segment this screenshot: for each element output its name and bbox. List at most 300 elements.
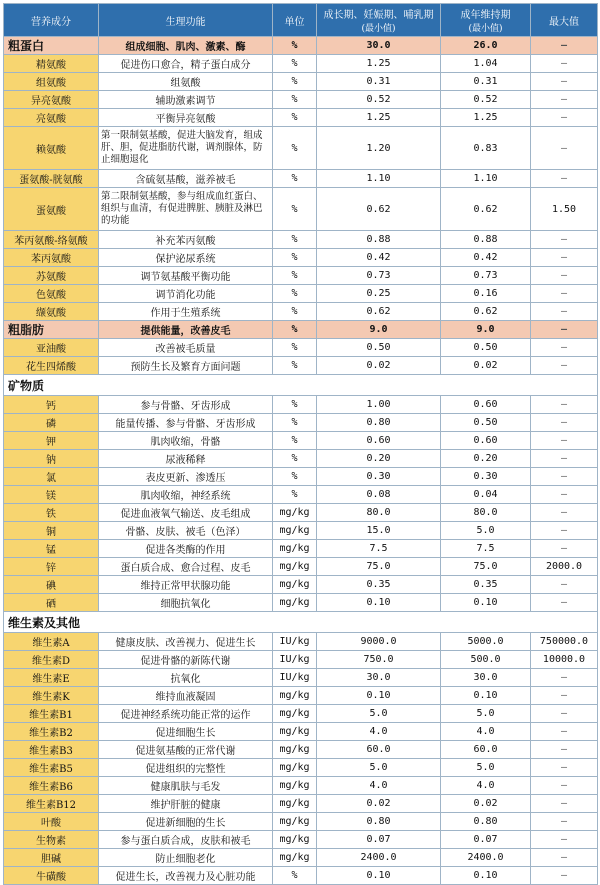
adult-value-cell: 5.0 [441,759,531,777]
table-row [4,759,598,777]
unit-cell: % [273,339,317,357]
function-cell: 健康肌肤与毛发 [99,777,273,795]
table-row [4,109,598,127]
unit-cell: mg/kg [273,777,317,795]
nutrient-name-cell: 花生四烯酸 [4,357,99,375]
nutrient-name-cell: 维生素B12 [4,795,99,813]
adult-value-cell: 80.0 [441,504,531,522]
function-cell: 促进生长，改善视力及心脏功能 [99,867,273,885]
unit-cell: % [273,357,317,375]
growth-value-cell: 5.0 [317,705,441,723]
max-value-cell: – [531,55,598,73]
function-cell: 维护肝脏的健康 [99,795,273,813]
max-value-cell: – [531,303,598,321]
unit-cell: % [273,414,317,432]
table-row [4,849,598,867]
header-adult-sub: (最小值) [468,24,503,34]
adult-value-cell: 1.04 [441,55,531,73]
nutrition-table-wrapper [3,3,597,885]
function-cell: 促进新细胞的生长 [99,813,273,831]
table-row [4,777,598,795]
max-value-cell: – [531,109,598,127]
growth-value-cell: 60.0 [317,741,441,759]
function-cell: 促进伤口愈合，精子蛋白成分 [99,55,273,73]
growth-value-cell: 1.00 [317,396,441,414]
adult-value-cell: 0.10 [441,594,531,612]
max-value-cell: – [531,468,598,486]
table-row [4,73,598,91]
table-row [4,55,598,73]
function-cell: 作用于生殖系统 [99,303,273,321]
max-value-cell: – [531,831,598,849]
growth-value-cell: 0.30 [317,468,441,486]
nutrient-name-cell: 钙 [4,396,99,414]
growth-value-cell: 1.20 [317,127,441,170]
nutrient-name-cell: 磷 [4,414,99,432]
max-value-cell: – [531,339,598,357]
growth-value-cell: 0.31 [317,73,441,91]
function-cell: 保护泌尿系统 [99,249,273,267]
adult-value-cell: 1.10 [441,170,531,188]
table-body [4,37,598,885]
adult-value-cell: 0.60 [441,396,531,414]
growth-value-cell: 5.0 [317,759,441,777]
growth-value-cell: 4.0 [317,723,441,741]
max-value-cell: – [531,357,598,375]
growth-value-cell: 9.0 [317,321,441,339]
function-cell: 骨骼、皮肤、被毛（色泽） [99,522,273,540]
unit-cell: % [273,867,317,885]
growth-value-cell: 7.5 [317,540,441,558]
adult-value-cell: 0.73 [441,267,531,285]
nutrient-name-cell: 钾 [4,432,99,450]
growth-value-cell: 0.50 [317,339,441,357]
max-value-cell: – [531,91,598,109]
growth-value-cell: 0.60 [317,432,441,450]
table-row [4,651,598,669]
growth-value-cell: 0.52 [317,91,441,109]
header-function: 生理功能 [99,4,273,37]
growth-value-cell: 1.25 [317,109,441,127]
growth-value-cell: 2400.0 [317,849,441,867]
unit-cell: mg/kg [273,576,317,594]
growth-value-cell: 80.0 [317,504,441,522]
growth-value-cell: 9000.0 [317,633,441,651]
max-value-cell: – [531,795,598,813]
group-row [4,321,598,339]
unit-cell: % [273,91,317,109]
function-cell: 第二限制氨基酸，参与组成血红蛋白、组织与血清，有促进脾脏、胰脏及淋巴的功能 [99,188,273,231]
nutrient-name-cell: 维生素D [4,651,99,669]
max-value-cell: – [531,127,598,170]
max-value-cell: – [531,37,598,55]
function-cell: 参与蛋白质合成，皮肤和被毛 [99,831,273,849]
function-cell: 蛋白质合成、愈合过程、皮毛 [99,558,273,576]
header-adult-label: 成年维持期 [460,10,511,21]
function-cell: 抗氧化 [99,669,273,687]
max-value-cell: – [531,705,598,723]
adult-value-cell: 4.0 [441,723,531,741]
adult-value-cell: 30.0 [441,669,531,687]
adult-value-cell: 5.0 [441,705,531,723]
table-row [4,170,598,188]
table-row [4,339,598,357]
max-value-cell: 10000.0 [531,651,598,669]
growth-value-cell: 0.80 [317,813,441,831]
header-growth [317,4,441,37]
adult-value-cell: 0.02 [441,357,531,375]
nutrient-name-cell: 生物素 [4,831,99,849]
unit-cell: mg/kg [273,558,317,576]
unit-cell: IU/kg [273,669,317,687]
adult-value-cell: 0.42 [441,249,531,267]
unit-cell: mg/kg [273,741,317,759]
growth-value-cell: 0.88 [317,231,441,249]
growth-value-cell: 30.0 [317,37,441,55]
unit-cell: mg/kg [273,759,317,777]
max-value-cell: – [531,285,598,303]
nutrient-name-cell: 缬氨酸 [4,303,99,321]
max-value-cell: – [531,396,598,414]
table-row [4,576,598,594]
section-header-row [4,375,598,396]
unit-cell: IU/kg [273,651,317,669]
table-row [4,723,598,741]
nutrient-name-cell: 铁 [4,504,99,522]
growth-value-cell: 0.20 [317,450,441,468]
table-row [4,486,598,504]
header-row [4,4,598,37]
nutrient-name-cell: 牛磺酸 [4,867,99,885]
unit-cell: % [273,109,317,127]
function-cell: 提供能量，改善皮毛 [99,321,273,339]
table-row [4,468,598,486]
table-row [4,414,598,432]
section-header-row [4,612,598,633]
growth-value-cell: 0.10 [317,867,441,885]
table-row [4,522,598,540]
nutrient-name-cell: 粗蛋白 [4,37,99,55]
nutrient-name-cell: 氯 [4,468,99,486]
nutrient-name-cell: 维生素B3 [4,741,99,759]
adult-value-cell: 60.0 [441,741,531,759]
table-row [4,357,598,375]
nutrient-name-cell: 亚油酸 [4,339,99,357]
unit-cell: % [273,127,317,170]
unit-cell: mg/kg [273,849,317,867]
table-row [4,91,598,109]
function-cell: 细胞抗氧化 [99,594,273,612]
max-value-cell: – [531,249,598,267]
growth-value-cell: 15.0 [317,522,441,540]
unit-cell: % [273,231,317,249]
unit-cell: mg/kg [273,540,317,558]
max-value-cell: 750000.0 [531,633,598,651]
nutrient-name-cell: 锰 [4,540,99,558]
nutrient-name-cell: 维生素B5 [4,759,99,777]
table-row [4,504,598,522]
table-row [4,249,598,267]
section-title: 维生素及其他 [4,612,598,633]
growth-value-cell: 30.0 [317,669,441,687]
table-row [4,285,598,303]
adult-value-cell: 0.50 [441,339,531,357]
nutrient-name-cell: 胆碱 [4,849,99,867]
adult-value-cell: 5000.0 [441,633,531,651]
growth-value-cell: 0.62 [317,303,441,321]
table-row [4,705,598,723]
growth-value-cell: 1.25 [317,55,441,73]
function-cell: 改善被毛质量 [99,339,273,357]
unit-cell: % [273,249,317,267]
unit-cell: mg/kg [273,723,317,741]
unit-cell: mg/kg [273,522,317,540]
max-value-cell: – [531,73,598,91]
nutrient-name-cell: 组氨酸 [4,73,99,91]
max-value-cell: – [531,231,598,249]
max-value-cell: – [531,576,598,594]
max-value-cell: – [531,170,598,188]
adult-value-cell: 0.60 [441,432,531,450]
header-growth-label: 成长期、妊娠期、哺乳期 [323,10,434,21]
max-value-cell: – [531,594,598,612]
unit-cell: % [273,303,317,321]
growth-value-cell: 0.80 [317,414,441,432]
group-row [4,37,598,55]
table-row [4,540,598,558]
nutrient-name-cell: 异亮氨酸 [4,91,99,109]
function-cell: 肌肉收缩，神经系统 [99,486,273,504]
nutrient-name-cell: 赖氨酸 [4,127,99,170]
growth-value-cell: 0.73 [317,267,441,285]
unit-cell: % [273,170,317,188]
nutrient-name-cell: 维生素E [4,669,99,687]
max-value-cell: 1.50 [531,188,598,231]
adult-value-cell: 75.0 [441,558,531,576]
header-unit: 单位 [273,4,317,37]
function-cell: 促进氨基酸的正常代谢 [99,741,273,759]
table-row [4,396,598,414]
adult-value-cell: 0.07 [441,831,531,849]
unit-cell: % [273,73,317,91]
adult-value-cell: 0.20 [441,450,531,468]
nutrition-table [3,3,598,885]
function-cell: 调节氨基酸平衡功能 [99,267,273,285]
table-row [4,303,598,321]
nutrient-name-cell: 精氨酸 [4,55,99,73]
function-cell: 组成细胞、肌肉、激素、酶 [99,37,273,55]
unit-cell: mg/kg [273,504,317,522]
adult-value-cell: 2400.0 [441,849,531,867]
table-row [4,231,598,249]
unit-cell: mg/kg [273,831,317,849]
max-value-cell: – [531,522,598,540]
growth-value-cell: 750.0 [317,651,441,669]
unit-cell: % [273,432,317,450]
growth-value-cell: 75.0 [317,558,441,576]
unit-cell: % [273,285,317,303]
growth-value-cell: 0.62 [317,188,441,231]
unit-cell: mg/kg [273,813,317,831]
function-cell: 补充苯丙氨酸 [99,231,273,249]
nutrient-name-cell: 镁 [4,486,99,504]
section-title: 矿物质 [4,375,598,396]
growth-value-cell: 0.02 [317,795,441,813]
table-row [4,831,598,849]
max-value-cell: – [531,450,598,468]
max-value-cell: – [531,540,598,558]
function-cell: 促进各类酶的作用 [99,540,273,558]
function-cell: 调节消化功能 [99,285,273,303]
max-value-cell: – [531,813,598,831]
nutrient-name-cell: 钠 [4,450,99,468]
growth-value-cell: 0.02 [317,357,441,375]
nutrient-name-cell: 硒 [4,594,99,612]
adult-value-cell: 0.50 [441,414,531,432]
table-row [4,188,598,231]
unit-cell: mg/kg [273,795,317,813]
unit-cell: mg/kg [273,594,317,612]
adult-value-cell: 0.88 [441,231,531,249]
nutrient-name-cell: 蛋氨酸-胱氨酸 [4,170,99,188]
nutrient-name-cell: 锌 [4,558,99,576]
growth-value-cell: 0.10 [317,594,441,612]
function-cell: 辅助激素调节 [99,91,273,109]
table-row [4,669,598,687]
max-value-cell: – [531,687,598,705]
unit-cell: mg/kg [273,705,317,723]
nutrient-name-cell: 粗脂肪 [4,321,99,339]
max-value-cell: – [531,669,598,687]
adult-value-cell: 9.0 [441,321,531,339]
nutrient-name-cell: 碘 [4,576,99,594]
growth-value-cell: 0.42 [317,249,441,267]
function-cell: 预防生长及繁育方面问题 [99,357,273,375]
adult-value-cell: 1.25 [441,109,531,127]
max-value-cell: 2000.0 [531,558,598,576]
growth-value-cell: 0.35 [317,576,441,594]
max-value-cell: – [531,321,598,339]
function-cell: 促进细胞生长 [99,723,273,741]
function-cell: 能量传播、参与骨骼、牙齿形成 [99,414,273,432]
function-cell: 健康皮肤、改善视力、促进生长 [99,633,273,651]
table-row [4,687,598,705]
nutrient-name-cell: 维生素K [4,687,99,705]
adult-value-cell: 4.0 [441,777,531,795]
function-cell: 维持血液凝固 [99,687,273,705]
table-row [4,867,598,885]
table-row [4,813,598,831]
adult-value-cell: 0.10 [441,867,531,885]
header-max: 最大值 [531,4,598,37]
function-cell: 平衡异亮氨酸 [99,109,273,127]
max-value-cell: – [531,849,598,867]
function-cell: 尿液稀释 [99,450,273,468]
function-cell: 促进组织的完整性 [99,759,273,777]
table-row [4,795,598,813]
header-growth-sub: (最小值) [361,24,396,34]
unit-cell: % [273,321,317,339]
adult-value-cell: 0.83 [441,127,531,170]
nutrient-name-cell: 维生素A [4,633,99,651]
function-cell: 防止细胞老化 [99,849,273,867]
adult-value-cell: 0.30 [441,468,531,486]
nutrient-name-cell: 苏氨酸 [4,267,99,285]
adult-value-cell: 0.62 [441,303,531,321]
adult-value-cell: 0.35 [441,576,531,594]
unit-cell: % [273,37,317,55]
function-cell: 肌肉收缩，骨骼 [99,432,273,450]
growth-value-cell: 0.07 [317,831,441,849]
growth-value-cell: 1.10 [317,170,441,188]
function-cell: 参与骨骼、牙齿形成 [99,396,273,414]
max-value-cell: – [531,267,598,285]
nutrient-name-cell: 色氨酸 [4,285,99,303]
function-cell: 含硫氨基酸，滋养被毛 [99,170,273,188]
adult-value-cell: 0.31 [441,73,531,91]
header-nutrient: 营养成分 [4,4,99,37]
unit-cell: % [273,468,317,486]
adult-value-cell: 0.10 [441,687,531,705]
nutrient-name-cell: 维生素B2 [4,723,99,741]
growth-value-cell: 4.0 [317,777,441,795]
table-row [4,594,598,612]
adult-value-cell: 7.5 [441,540,531,558]
unit-cell: mg/kg [273,687,317,705]
nutrient-name-cell: 蛋氨酸 [4,188,99,231]
unit-cell: % [273,55,317,73]
table-row [4,267,598,285]
adult-value-cell: 0.02 [441,795,531,813]
adult-value-cell: 5.0 [441,522,531,540]
unit-cell: IU/kg [273,633,317,651]
max-value-cell: – [531,723,598,741]
max-value-cell: – [531,504,598,522]
max-value-cell: – [531,432,598,450]
unit-cell: % [273,267,317,285]
table-row [4,741,598,759]
growth-value-cell: 0.25 [317,285,441,303]
max-value-cell: – [531,777,598,795]
max-value-cell: – [531,414,598,432]
table-row [4,558,598,576]
function-cell: 组氨酸 [99,73,273,91]
nutrient-name-cell: 亮氨酸 [4,109,99,127]
nutrient-name-cell: 维生素B1 [4,705,99,723]
max-value-cell: – [531,486,598,504]
adult-value-cell: 26.0 [441,37,531,55]
growth-value-cell: 0.10 [317,687,441,705]
nutrient-name-cell: 维生素B6 [4,777,99,795]
adult-value-cell: 500.0 [441,651,531,669]
unit-cell: % [273,450,317,468]
table-row [4,450,598,468]
adult-value-cell: 0.62 [441,188,531,231]
nutrient-name-cell: 苯丙氨酸 [4,249,99,267]
header-adult [441,4,531,37]
table-row [4,127,598,170]
function-cell: 维持正常甲状腺功能 [99,576,273,594]
nutrient-name-cell: 叶酸 [4,813,99,831]
function-cell: 表皮更新、渗透压 [99,468,273,486]
max-value-cell: – [531,741,598,759]
nutrient-name-cell: 苯丙氨酸-络氨酸 [4,231,99,249]
unit-cell: % [273,396,317,414]
function-cell: 促进神经系统功能正常的运作 [99,705,273,723]
unit-cell: % [273,188,317,231]
unit-cell: % [273,486,317,504]
growth-value-cell: 0.08 [317,486,441,504]
